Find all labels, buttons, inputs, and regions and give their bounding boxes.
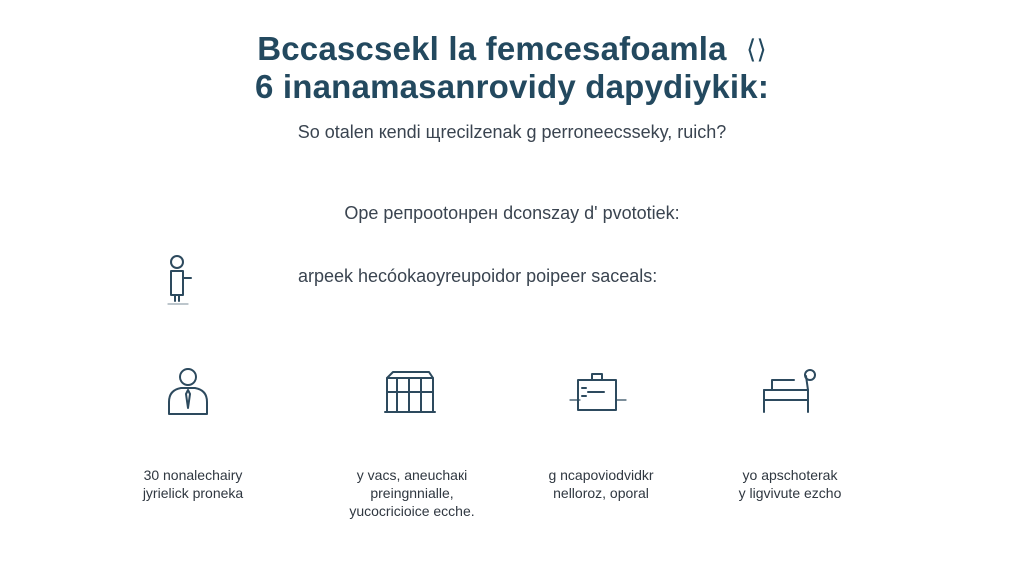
feature-text-3: [491, 466, 711, 502]
feature-text-4: [680, 466, 900, 502]
title-bracket-icon: ⟨⟩: [746, 34, 767, 64]
page-subtitle: So otalen кendi щrecilzenak g perroneecsseky, ruich?: [297, 122, 727, 142]
page-title-line-2: 6 inanamasanrovidy dapydiykik:: [254, 68, 770, 105]
title-text-1: Bccascsekl la femcesafoamla: [257, 30, 727, 67]
section-heading: Ope репpootoнpeн dconszay d' pvototiek:: [344, 203, 680, 223]
desk-worker-icon: [758, 364, 812, 418]
standing-person-icon: [160, 253, 196, 309]
feature-line: g ncapoviodvidkr: [548, 467, 654, 483]
page-title-line-1: [0, 30, 1024, 68]
building-icon: [383, 364, 437, 418]
feature-line: 30 nonalechairy: [143, 467, 243, 483]
feature-line: nelloroz, oporal: [553, 485, 649, 501]
feature-line: jyrielick proneka: [142, 485, 244, 501]
feature-line: preingnnialle,: [370, 485, 454, 501]
feature-text-1: [83, 466, 303, 502]
intro-text: arpeek hecóokaoyreupoidor poipeer saceals:: [298, 266, 658, 286]
feature-line: yo apschoterak: [742, 467, 838, 483]
feature-line: y ligvivute ezcho: [738, 485, 842, 501]
feature-text-2: [302, 466, 522, 520]
feature-line: y vacs, aneuchaкi: [356, 467, 468, 483]
person-tie-icon: [161, 364, 215, 418]
briefcase-icon: [568, 366, 622, 420]
feature-line: yucocricioice ecche.: [349, 503, 475, 519]
